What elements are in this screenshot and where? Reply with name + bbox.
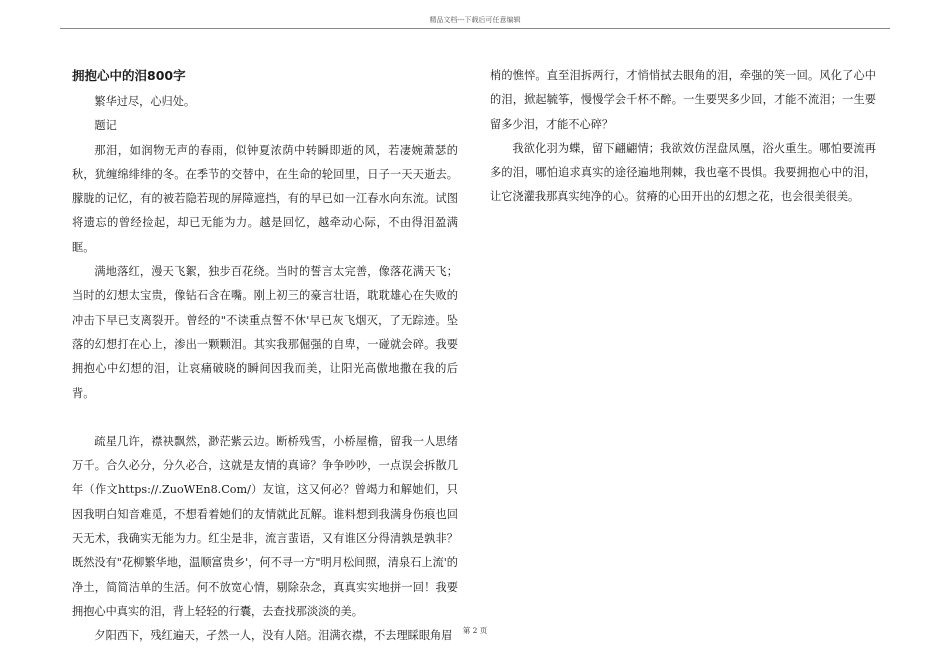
body-paragraph: 满地落红，漫天飞絮，独步百花绕。当时的誓言太完善，像落花满天飞；当时的幻想太宝贵，像钻石含在嘴。刚上初三的豪言壮语，耽耽雄心在失败的冲击下早已支离裂开。曾经的"不读重点誓不休'早已灰飞烟灭，了无踪迹。坠落的幻想打在心上，渗出一颗颗泪。其实我那倔强的自卑，一碰就会碎。我要拥抱心中幻想的泪，让哀痛破晓的瞬间因我而美，让阳光高傲地撒在我的后背。 xyxy=(72,265,458,400)
page-number: 第 2 页 xyxy=(462,626,488,635)
right-column xyxy=(490,64,876,210)
header-divider xyxy=(60,28,890,29)
body-paragraph: 我欲化羽为蝶，留下翩翩情；我欲效仿涅盘凤凰，浴火重生。哪怕要流再多的泪，哪怕追求真实的途径遍地荆棘，我也毫不畏惧。我要拥抱心中的泪，让它浇灌我那真实纯净的心。贫瘠的心田开出的幻想之花，也会很美很美。 xyxy=(490,141,876,204)
article-title: 拥抱心中的泪800字 xyxy=(72,68,186,83)
paragraph-gap xyxy=(72,406,458,430)
body-paragraph: 疏星几许，襟袂飘然，渺茫紫云边。断桥残雪，小桥屋檐，留我一人思绪万千。合久必分，分久必合，这就是友情的真谛？争争吵吵，一点误会拆散几年（作文https://.ZuoWEn8.Com/）友谊，这又何必？曾竭力和解她们，只因我明白知音难觅，不想看着她们的友情就此瓦解。谁料想到我满身伤痕也回天无术，我确实无能为力。红尘是非，流言蜚语，又有谁区分得清孰是孰非？既然没有"花柳繁华地，温顺富贵乡'，何不寻一方"明月松间照，清泉石上流'的净土，简简洁单的生活。何不放宽心情，剔除杂念，真真实实地拼一回！我要拥抱心中真实的泪，背上轻轻的行囊，去查找那淡淡的美。 xyxy=(72,434,458,618)
left-column xyxy=(72,64,458,649)
body-paragraph: 那泪，如润物无声的春雨，似钟夏浓荫中转瞬即逝的风，若凄婉萧瑟的秋，犹缠绵绯绯的冬。在季节的交替中，在生命的轮回里，日子一天天逝去。朦胧的记忆，有的被若隐若现的屏障遮挡，有的早已如一江春水向东流。试图将遗忘的曾经捡起，却已无能为力。越是回忆，越牵动心际，不由得泪盈满眶。 xyxy=(72,143,458,254)
body-paragraph: 夕阳西下，残红遍天，孑然一人，没有人陪。泪满衣襟，不去理睬眼角眉 xyxy=(94,629,453,643)
epigraph: 繁华过尽，心归处。 xyxy=(94,95,196,108)
epigraph-label: 题记 xyxy=(94,119,117,133)
page-header: 精品文档---下载后可任意编辑 xyxy=(429,16,521,24)
body-paragraph-continued: 梢的憔悴。直至泪拆两行，才悄悄拭去眼角的泪，牵强的笑一回。风化了心中的泪，掀起毓筝，慢慢学会千杯不醉。一生要哭多少回，才能不流泪；一生要留多少泪，才能不心碎？ xyxy=(490,69,876,131)
